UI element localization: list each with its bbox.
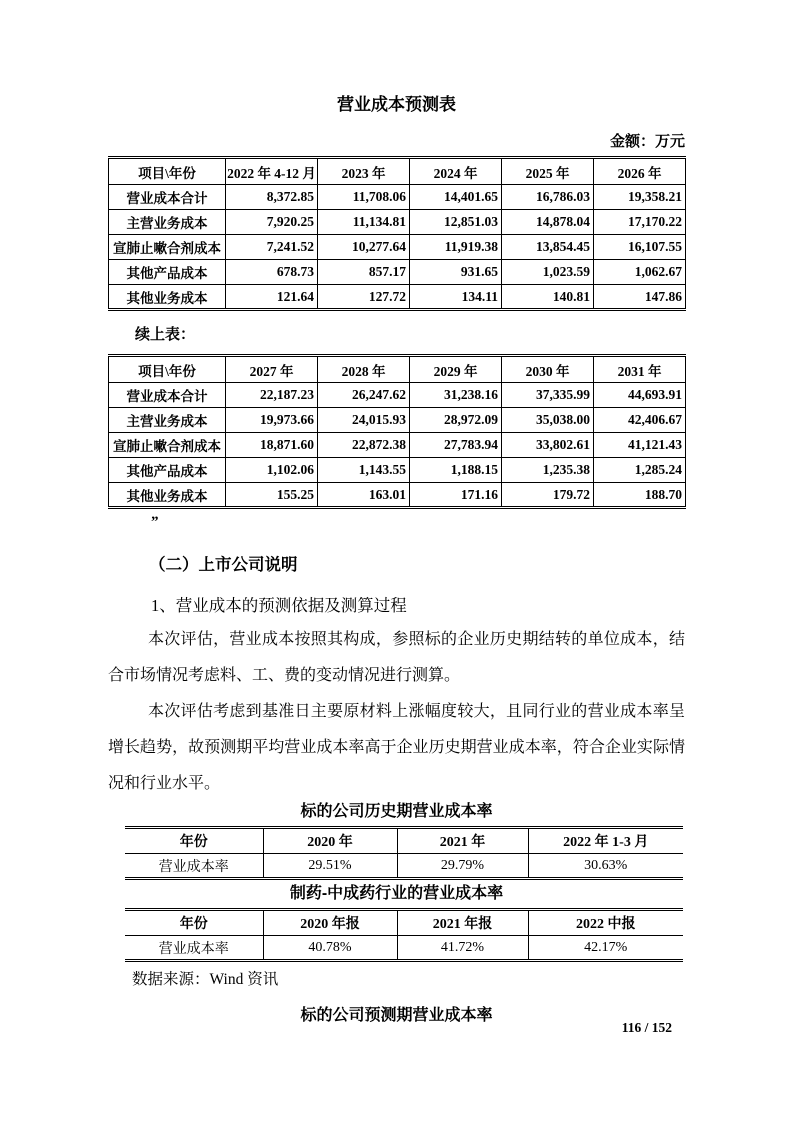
column-header-item: 项目\年份 [109,158,226,185]
column-header-2031: 2031 年 [594,356,686,383]
column-header-2025: 2025 年 [502,158,594,185]
cell-value: 171.16 [410,483,502,508]
section-heading: （二）上市公司说明 [149,556,298,574]
cell-value: 140.81 [502,285,594,310]
header-row [109,356,686,383]
column-header-2028: 2028 年 [318,356,410,383]
cost-forecast-table-2022-2026 [108,156,686,311]
cell-value: 179.72 [502,483,594,508]
cell-value: 26,247.62 [318,383,410,408]
cell-value: 30.63% [528,854,683,879]
cell-value: 11,919.38 [410,235,502,260]
table-row [109,260,686,285]
industry-cost-rate-table [125,908,683,962]
row-label: 营业成本合计 [109,185,226,210]
column-header-2030: 2030 年 [502,356,594,383]
cell-value: 33,802.61 [502,433,594,458]
table-row [109,235,686,260]
cell-value: 11,708.06 [318,185,410,210]
cell-value: 22,872.38 [318,433,410,458]
row-label: 营业成本率 [158,941,229,957]
cell-value: 40.78% [263,936,397,961]
continued-table-label: 续上表： [135,327,196,343]
table-row [109,483,686,508]
cell-value: 10,277.64 [318,235,410,260]
row-label: 其他业务成本 [109,483,226,508]
column-header-item: 项目\年份 [109,356,226,383]
cell-value: 7,920.25 [226,210,318,235]
column-header-2022: 2022 年 4-12 月 [226,158,318,185]
cell-value: 1,188.15 [410,458,502,483]
cell-value: 127.72 [318,285,410,310]
cell-value: 7,241.52 [226,235,318,260]
table-row [109,433,686,458]
row-label: 营业成本合计 [109,383,226,408]
cell-value: 24,015.93 [318,408,410,433]
row-label: 其他产品成本 [109,260,226,285]
cell-value: 41.72% [397,936,528,961]
cell-value: 35,038.00 [502,408,594,433]
cell-value: 1,235.38 [502,458,594,483]
cell-value: 17,170.22 [594,210,686,235]
column-header-2024: 2024 年 [410,158,502,185]
row-label: 宣肺止嗽合剂成本 [109,433,226,458]
cell-value: 155.25 [226,483,318,508]
cell-value: 29.79% [397,854,528,879]
cell-value: 31,238.16 [410,383,502,408]
cell-value: 22,187.23 [226,383,318,408]
column-header-2021: 2021 年 [397,828,528,854]
cell-value: 147.86 [594,285,686,310]
cell-value: 188.70 [594,483,686,508]
table-row [109,408,686,433]
cell-value: 19,973.66 [226,408,318,433]
cell-value: 1,143.55 [318,458,410,483]
row-label: 宣肺止嗽合剂成本 [109,235,226,260]
cell-value: 18,871.60 [226,433,318,458]
cell-value: 19,358.21 [594,185,686,210]
table-row [109,285,686,310]
cell-value: 1,062.67 [594,260,686,285]
row-label: 其他业务成本 [109,285,226,310]
cell-value: 678.73 [226,260,318,285]
cell-value: 1,285.24 [594,458,686,483]
body-paragraph-1: 本次评估，营业成本按照其构成，参照标的企业历史期结转的单位成本，结合市场情况考虑料、工、费的变动情况进行测算。 [108,631,685,684]
section-subheading: 1、营业成本的预测依据及测算过程 [151,596,407,615]
cell-value: 121.64 [226,285,318,310]
table-row [109,185,686,210]
cell-value: 8,372.85 [226,185,318,210]
column-header-2023: 2023 年 [318,158,410,185]
cell-value: 42,406.67 [594,408,686,433]
body-paragraph-2: 本次评估考虑到基准日主要原材料上涨幅度较大，且同行业的营业成本率呈增长趋势，故预测期平均营业成本率高于企业历史期营业成本率，符合企业实际情况和行业水平。 [108,703,685,792]
row-label: 主营业务成本 [109,408,226,433]
cell-value: 857.17 [318,260,410,285]
cost-forecast-table-2027-2031 [108,354,686,509]
header-row [125,828,683,854]
cell-value: 11,134.81 [318,210,410,235]
table-row [109,383,686,408]
cell-value: 13,854.45 [502,235,594,260]
cell-value: 42.17% [528,936,683,961]
cell-value: 1,023.59 [502,260,594,285]
table-title-cost-forecast: 营业成本预测表 [337,95,456,114]
column-header-year: 年份 [125,828,263,854]
data-source-note: 数据来源：Wind 资讯 [132,971,279,988]
table-row [109,210,686,235]
cell-value: 44,693.91 [594,383,686,408]
cell-value: 14,401.65 [410,185,502,210]
column-header-2022-interim: 2022 中报 [528,910,683,936]
cell-value: 931.65 [410,260,502,285]
cell-value: 14,878.04 [502,210,594,235]
cell-value: 1,102.06 [226,458,318,483]
column-header-2020: 2020 年 [263,828,397,854]
table-row [109,458,686,483]
industry-table-title: 制药-中成药行业的营业成本率 [289,885,504,902]
table-row [125,936,683,961]
header-row [125,910,683,936]
closing-quote-mark: ” [151,514,159,530]
column-header-2027: 2027 年 [226,356,318,383]
page-number: 116 / 152 [621,1020,672,1035]
table-row [125,854,683,879]
forecast-rate-table-title: 标的公司预测期营业成本率 [300,1007,493,1024]
unit-label: 金额：万元 [609,134,685,150]
cell-value: 41,121.43 [594,433,686,458]
column-header-year: 年份 [125,910,263,936]
cell-value: 29.51% [263,854,397,879]
column-header-2020-annual: 2020 年报 [263,910,397,936]
cell-value: 16,786.03 [502,185,594,210]
row-label: 营业成本率 [158,859,229,875]
history-cost-rate-table [125,826,683,880]
cell-value: 28,972.09 [410,408,502,433]
column-header-2021-annual: 2021 年报 [397,910,528,936]
history-table-title: 标的公司历史期营业成本率 [300,803,493,820]
row-label: 主营业务成本 [109,210,226,235]
cell-value: 12,851.03 [410,210,502,235]
column-header-2026: 2026 年 [594,158,686,185]
cell-value: 27,783.94 [410,433,502,458]
page-content [108,0,685,1026]
cell-value: 134.11 [410,285,502,310]
cell-value: 163.01 [318,483,410,508]
header-row [109,158,686,185]
column-header-2022q1: 2022 年 1-3 月 [528,828,683,854]
cell-value: 37,335.99 [502,383,594,408]
column-header-2029: 2029 年 [410,356,502,383]
row-label: 其他产品成本 [109,458,226,483]
cell-value: 16,107.55 [594,235,686,260]
